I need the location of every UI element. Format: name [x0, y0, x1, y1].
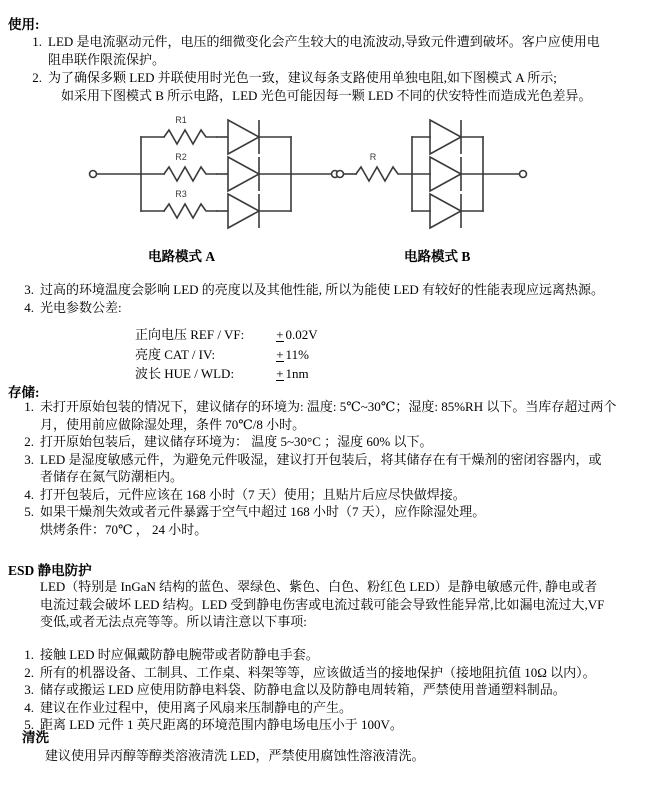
list-item [14, 716, 646, 734]
list-item-number: 2. [32, 70, 42, 85]
table-row [135, 346, 318, 366]
terminal-left-icon [337, 171, 344, 178]
list-item-line: LED 是电流驱动元件，电压的细微变化会产生较大的电流波动,导致元件遭到破坏。客户应使用电 [48, 34, 600, 49]
list-item-number: 2. [24, 664, 34, 680]
diode-3-triangle [430, 194, 461, 228]
list-item-line: 接触 LED 时应佩戴防静电腕带或者防静电手套。 [40, 647, 319, 662]
paragraph-line: LED（特别是 InGaN 结构的蓝色、翠绿色、紫色、白色、粉红色 LED）是静电敏感元件, 静电或者 [40, 579, 598, 594]
circuit-diagram-b [330, 112, 646, 232]
list-item-number: 4. [24, 486, 34, 502]
list-item-line: 光电参数公差: [40, 299, 122, 315]
section-heading-esd: ESD 静电防护 [8, 563, 92, 578]
list-item-line: 为了确保多颗 LED 并联使用时光色一致，建议每条支路使用单独电阻,如下图模式 A 所示; [48, 70, 557, 85]
list-item-line: 月，使用前应做除湿处理，条件 70℃/8 小时。 [40, 416, 306, 432]
list-item-line: 烘烤条件：70℃ ， 24 小时。 [40, 521, 208, 537]
tolerance-label: 正向电压 REF / VF: [135, 327, 245, 342]
diode-3-triangle [228, 194, 259, 228]
list-item [14, 281, 646, 299]
section-heading-storage: 存储: [8, 385, 40, 400]
resistor-r3-symbol [164, 204, 216, 218]
diode-1-triangle [228, 120, 259, 154]
list-item [22, 33, 646, 68]
resistor-r1-symbol [164, 130, 216, 144]
paragraph-line: 变低,或者无法点亮等等。所以请注意以下事项: [40, 614, 307, 629]
diode-1-triangle [430, 120, 461, 154]
list-item-number: 3. [24, 682, 34, 697]
tolerance-number: 11% [285, 346, 309, 362]
list-item-line: 未打开原始包装的情况下，建议储存的环境为: 温度: 5℃~30℃；湿度: 85%RH 以下。当库存超过两个 [40, 399, 617, 414]
table-row [135, 326, 318, 346]
list-item-number: 3. [24, 451, 34, 467]
resistor-r2-symbol [164, 167, 216, 181]
resistor-label-r1: R1 [175, 115, 187, 125]
storage-list [14, 398, 646, 538]
resistor-label-r3: R3 [175, 189, 187, 199]
terminal-right-icon [520, 171, 527, 178]
list-item [14, 503, 646, 538]
list-item [14, 451, 646, 486]
list-item-line: 储存或搬运 LED 应使用防静电料袋、防静电盒以及防静电周转箱，严禁使用普通塑料制品。 [40, 682, 566, 697]
list-item-number: 5. [24, 717, 34, 732]
list-item-line: 如采用下图模式 B 所示电路，LED 光色可能因每一颗 LED 不同的伏安特性而造成光色差异。 [61, 87, 592, 103]
figure-captions [0, 245, 646, 265]
list-item [14, 398, 646, 433]
list-item-number: 2. [24, 434, 34, 449]
tolerance-number: 1nm [285, 366, 309, 381]
tolerance-label: 波长 HUE / WLD: [135, 366, 235, 381]
list-item-number: 1. [24, 399, 34, 414]
tolerance-number: 0.02V [285, 327, 318, 342]
tolerance-value [262, 346, 317, 366]
figure-caption-a: 电路模式 A [148, 249, 216, 264]
list-item-line: 打开包装后，元件应该在 168 小时（7 天）使用；且贴片后应尽快做焊接。 [40, 486, 466, 502]
tolerance-value [262, 365, 317, 385]
circuit-figures [0, 112, 646, 232]
figure-caption-b: 电路模式 B [404, 249, 471, 264]
resistor-r-symbol [356, 167, 412, 181]
plus-minus-sign: + [276, 366, 284, 381]
list-item [14, 699, 646, 717]
list-item-line: 阻串联作限流保护。 [48, 51, 166, 67]
section-heading-cleaning: 清洗 [22, 730, 49, 745]
table-row [135, 365, 318, 385]
list-item [14, 433, 646, 451]
plus-minus-sign: + [276, 327, 284, 342]
list-item-line: 打开原始包装后，建议储存环境为： 温度 5~30°C ；湿度 60% 以下。 [40, 434, 433, 449]
list-item [22, 69, 646, 104]
terminal-left-icon [90, 171, 97, 178]
tolerance-value [262, 326, 317, 346]
list-item-number: 1. [32, 34, 42, 49]
list-item [14, 646, 646, 664]
list-item-number: 5. [24, 504, 34, 519]
list-item [14, 299, 646, 317]
diode-2-triangle [430, 157, 461, 191]
tolerance-label: 亮度 CAT / IV: [135, 346, 216, 362]
list-item-line: 建议在作业过程中，使用离子风扇来压制静电的产生。 [40, 699, 353, 715]
esd-list [14, 646, 646, 734]
list-item [14, 681, 646, 699]
list-item-line: 距离 LED 元件 1 英尺距离的环境范围内静电场电压小于 100V。 [40, 717, 403, 732]
paragraph-line: 建议使用异丙醇等醇类溶液清洗 LED，严禁使用腐蚀性溶液清洗。 [45, 748, 425, 763]
resistor-label-r: R [369, 152, 377, 162]
plus-minus-sign: + [276, 346, 284, 362]
usage-list [22, 33, 646, 104]
list-item-line: 所有的机器设备、工制具、工作桌、料架等等，应该做适当的接地保护（接地阻抗值 10Ω 以内）。 [40, 664, 596, 680]
list-item [14, 486, 646, 504]
diode-2-triangle [228, 157, 259, 191]
list-item-line: 过高的环境温度会影响 LED 的亮度以及其他性能, 所以为能使 LED 有较好的性能表现应远离热源。 [40, 282, 605, 297]
usage-list-continued [14, 281, 646, 316]
tolerance-table [135, 326, 318, 385]
resistor-label-r2: R2 [175, 152, 187, 162]
section-heading-usage: 使用: [8, 17, 40, 32]
list-item-number: 4. [24, 299, 34, 315]
list-item-line: 如果干燥剂失效或者元件暴露于空气中超过 168 小时（7 天），应作除湿处理。 [40, 504, 486, 519]
esd-paragraph [40, 578, 646, 631]
list-item-number: 3. [24, 282, 34, 297]
list-item-number: 1. [24, 647, 34, 662]
cleaning-paragraph [45, 747, 646, 765]
list-item-line: LED 是湿度敏感元件，为避免元件吸湿，建议打开包装后，将其储存在有干燥剂的密闭容器内，或 [40, 451, 602, 467]
list-item-line: 者储存在氮气防潮柜内。 [40, 469, 184, 484]
list-item [14, 664, 646, 682]
paragraph-line: 电流过载会破坏 LED 结构。LED 受到静电伤害或电流过载可能会导致性能异常,比如漏电流过大,VF [40, 596, 605, 612]
list-item-number: 4. [24, 699, 34, 715]
